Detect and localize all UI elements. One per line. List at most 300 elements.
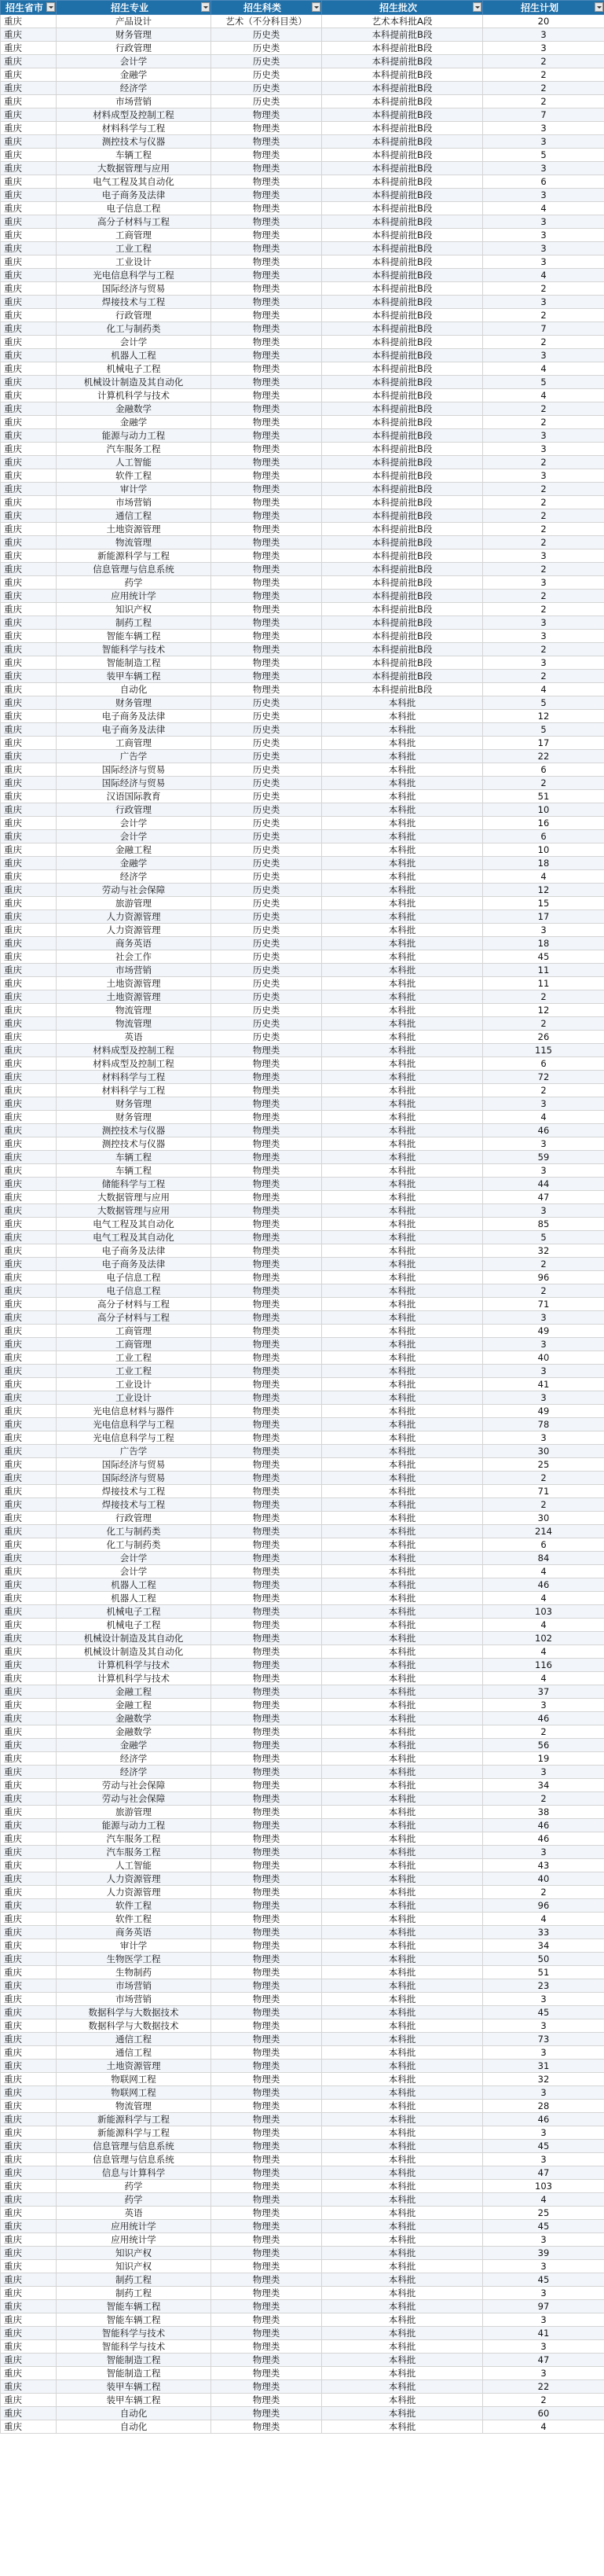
cell-batch[interactable]: 本科批 <box>322 937 483 950</box>
cell-major[interactable]: 经济学 <box>57 1752 211 1766</box>
cell-province[interactable]: 重庆 <box>1 1325 57 1338</box>
cell-province[interactable]: 重庆 <box>1 1832 57 1846</box>
table-row[interactable] <box>1 924 604 937</box>
cell-plan[interactable]: 3 <box>483 162 604 175</box>
cell-batch[interactable]: 本科批 <box>322 737 483 750</box>
cell-batch[interactable]: 本科提前批B段 <box>322 416 483 429</box>
cell-subject[interactable]: 物理类 <box>211 402 322 416</box>
cell-province[interactable]: 重庆 <box>1 28 57 42</box>
cell-plan[interactable]: 85 <box>483 1218 604 1231</box>
cell-major[interactable]: 商务英语 <box>57 1926 211 1939</box>
table-row[interactable] <box>1 964 604 977</box>
cell-subject[interactable]: 历史类 <box>211 870 322 884</box>
cell-major[interactable]: 工商管理 <box>57 737 211 750</box>
cell-major[interactable]: 能源与动力工程 <box>57 429 211 443</box>
cell-major[interactable]: 信息管理与信息系统 <box>57 563 211 576</box>
cell-province[interactable]: 重庆 <box>1 710 57 723</box>
table-row[interactable] <box>1 630 604 643</box>
cell-plan[interactable]: 32 <box>483 1244 604 1258</box>
cell-batch[interactable]: 本科提前批B段 <box>322 456 483 469</box>
cell-batch[interactable]: 本科批 <box>322 1872 483 1886</box>
cell-major[interactable]: 制药工程 <box>57 2287 211 2300</box>
cell-major[interactable]: 知识产权 <box>57 603 211 616</box>
cell-batch[interactable]: 本科批 <box>322 870 483 884</box>
cell-major[interactable]: 会计学 <box>57 1552 211 1565</box>
table-row[interactable] <box>1 1178 604 1191</box>
cell-major[interactable]: 电子信息工程 <box>57 1271 211 1284</box>
cell-plan[interactable]: 103 <box>483 1605 604 1619</box>
table-row[interactable] <box>1 603 604 616</box>
cell-major[interactable]: 土地资源管理 <box>57 523 211 536</box>
table-row[interactable] <box>1 1525 604 1538</box>
table-row[interactable] <box>1 2273 604 2287</box>
cell-subject[interactable]: 历史类 <box>211 42 322 55</box>
cell-subject[interactable]: 物理类 <box>211 1979 322 1993</box>
cell-province[interactable]: 重庆 <box>1 1672 57 1685</box>
filter-dropdown-icon[interactable] <box>312 2 320 12</box>
cell-subject[interactable]: 物理类 <box>211 2126 322 2140</box>
table-row[interactable] <box>1 2153 604 2166</box>
cell-major[interactable]: 人力资源管理 <box>57 1872 211 1886</box>
table-row[interactable] <box>1 1872 604 1886</box>
cell-plan[interactable]: 25 <box>483 2207 604 2220</box>
table-row[interactable] <box>1 1031 604 1044</box>
table-row[interactable] <box>1 2180 604 2193</box>
table-row[interactable] <box>1 977 604 990</box>
table-row[interactable] <box>1 910 604 924</box>
cell-subject[interactable]: 物理类 <box>211 2113 322 2126</box>
table-row[interactable] <box>1 309 604 322</box>
cell-batch[interactable]: 本科批 <box>322 1792 483 1806</box>
table-row[interactable] <box>1 750 604 763</box>
cell-subject[interactable]: 物理类 <box>211 255 322 269</box>
cell-major[interactable]: 人工智能 <box>57 456 211 469</box>
table-row[interactable] <box>1 389 604 402</box>
cell-major[interactable]: 汽车服务工程 <box>57 1846 211 1859</box>
table-row[interactable] <box>1 1886 604 1899</box>
cell-major[interactable]: 市场营销 <box>57 1993 211 2006</box>
cell-subject[interactable]: 物理类 <box>211 2019 322 2033</box>
cell-plan[interactable]: 2 <box>483 670 604 683</box>
cell-major[interactable]: 金融工程 <box>57 843 211 857</box>
cell-subject[interactable]: 物理类 <box>211 656 322 670</box>
cell-subject[interactable]: 物理类 <box>211 1418 322 1431</box>
cell-batch[interactable]: 本科批 <box>322 1164 483 1178</box>
cell-province[interactable]: 重庆 <box>1 1993 57 2006</box>
cell-plan[interactable]: 11 <box>483 977 604 990</box>
cell-batch[interactable]: 本科批 <box>322 1819 483 1832</box>
cell-plan[interactable]: 2 <box>483 282 604 296</box>
cell-subject[interactable]: 物理类 <box>211 2220 322 2233</box>
cell-subject[interactable]: 物理类 <box>211 376 322 389</box>
cell-subject[interactable]: 物理类 <box>211 322 322 336</box>
cell-subject[interactable]: 历史类 <box>211 803 322 817</box>
cell-batch[interactable]: 本科批 <box>322 1004 483 1017</box>
cell-batch[interactable]: 本科批 <box>322 830 483 843</box>
cell-major[interactable]: 汽车服务工程 <box>57 443 211 456</box>
cell-plan[interactable]: 20 <box>483 15 604 28</box>
cell-batch[interactable]: 本科批 <box>322 1979 483 1993</box>
cell-province[interactable]: 重庆 <box>1 723 57 737</box>
cell-subject[interactable]: 物理类 <box>211 2380 322 2394</box>
cell-major[interactable]: 财务管理 <box>57 1111 211 1124</box>
cell-major[interactable]: 英语 <box>57 1031 211 1044</box>
cell-plan[interactable]: 49 <box>483 1405 604 1418</box>
table-row[interactable] <box>1 1899 604 1913</box>
cell-province[interactable]: 重庆 <box>1 1111 57 1124</box>
cell-province[interactable]: 重庆 <box>1 362 57 376</box>
cell-major[interactable]: 应用统计学 <box>57 2220 211 2233</box>
cell-batch[interactable]: 本科批 <box>322 1485 483 1498</box>
cell-subject[interactable]: 物理类 <box>211 362 322 376</box>
cell-batch[interactable]: 本科批 <box>322 1351 483 1365</box>
table-row[interactable] <box>1 296 604 309</box>
cell-subject[interactable]: 物理类 <box>211 162 322 175</box>
table-row[interactable] <box>1 1191 604 1204</box>
cell-province[interactable]: 重庆 <box>1 68 57 82</box>
cell-subject[interactable]: 物理类 <box>211 1071 322 1084</box>
table-row[interactable] <box>1 2140 604 2153</box>
table-row[interactable] <box>1 1458 604 1472</box>
cell-subject[interactable]: 历史类 <box>211 95 322 108</box>
cell-province[interactable]: 重庆 <box>1 282 57 296</box>
cell-plan[interactable]: 2 <box>483 603 604 616</box>
cell-province[interactable]: 重庆 <box>1 1846 57 1859</box>
cell-major[interactable]: 新能源科学与工程 <box>57 549 211 563</box>
cell-major[interactable]: 经济学 <box>57 870 211 884</box>
cell-major[interactable]: 自动化 <box>57 683 211 696</box>
table-row[interactable] <box>1 897 604 910</box>
cell-plan[interactable]: 2 <box>483 2394 604 2407</box>
cell-province[interactable]: 重庆 <box>1 763 57 777</box>
cell-subject[interactable]: 物理类 <box>211 349 322 362</box>
cell-batch[interactable]: 本科批 <box>322 1325 483 1338</box>
cell-plan[interactable]: 116 <box>483 1659 604 1672</box>
cell-province[interactable]: 重庆 <box>1 269 57 282</box>
cell-province[interactable]: 重庆 <box>1 1779 57 1792</box>
cell-province[interactable]: 重庆 <box>1 296 57 309</box>
cell-province[interactable]: 重庆 <box>1 857 57 870</box>
cell-subject[interactable]: 历史类 <box>211 950 322 964</box>
cell-subject[interactable]: 物理类 <box>211 1525 322 1538</box>
cell-major[interactable]: 材料成型及控制工程 <box>57 1044 211 1057</box>
table-row[interactable] <box>1 269 604 282</box>
table-row[interactable] <box>1 710 604 723</box>
cell-plan[interactable]: 6 <box>483 175 604 189</box>
cell-province[interactable]: 重庆 <box>1 2327 57 2340</box>
cell-major[interactable]: 光电信息材料与器件 <box>57 1405 211 1418</box>
cell-plan[interactable]: 38 <box>483 1806 604 1819</box>
cell-plan[interactable]: 4 <box>483 2420 604 2434</box>
cell-subject[interactable]: 物理类 <box>211 1899 322 1913</box>
cell-province[interactable]: 重庆 <box>1 1498 57 1512</box>
cell-plan[interactable]: 33 <box>483 1926 604 1939</box>
table-row[interactable] <box>1 696 604 710</box>
cell-province[interactable]: 重庆 <box>1 1953 57 1966</box>
cell-batch[interactable]: 本科提前批B段 <box>322 135 483 149</box>
cell-subject[interactable]: 物理类 <box>211 2340 322 2354</box>
cell-plan[interactable]: 2 <box>483 336 604 349</box>
cell-subject[interactable]: 物理类 <box>211 1271 322 1284</box>
cell-subject[interactable]: 物理类 <box>211 2086 322 2100</box>
cell-province[interactable]: 重庆 <box>1 563 57 576</box>
cell-plan[interactable]: 96 <box>483 1899 604 1913</box>
cell-major[interactable]: 数据科学与大数据技术 <box>57 2006 211 2019</box>
cell-batch[interactable]: 本科批 <box>322 2420 483 2434</box>
cell-batch[interactable]: 本科批 <box>322 1084 483 1097</box>
filter-dropdown-icon[interactable] <box>201 2 210 12</box>
cell-province[interactable]: 重庆 <box>1 242 57 255</box>
cell-batch[interactable]: 本科提前批B段 <box>322 563 483 576</box>
cell-subject[interactable]: 历史类 <box>211 884 322 897</box>
cell-plan[interactable]: 49 <box>483 1325 604 1338</box>
cell-province[interactable]: 重庆 <box>1 309 57 322</box>
cell-subject[interactable]: 物理类 <box>211 1164 322 1178</box>
cell-batch[interactable]: 本科提前批B段 <box>322 229 483 242</box>
cell-subject[interactable]: 历史类 <box>211 990 322 1004</box>
cell-plan[interactable]: 31 <box>483 2060 604 2073</box>
cell-batch[interactable]: 本科批 <box>322 2060 483 2073</box>
cell-plan[interactable]: 3 <box>483 1993 604 2006</box>
cell-plan[interactable]: 26 <box>483 1031 604 1044</box>
cell-plan[interactable]: 22 <box>483 750 604 763</box>
cell-major[interactable]: 金融学 <box>57 416 211 429</box>
cell-plan[interactable]: 4 <box>483 1913 604 1926</box>
table-row[interactable] <box>1 2126 604 2140</box>
cell-major[interactable]: 工业工程 <box>57 1365 211 1378</box>
cell-plan[interactable]: 2 <box>483 309 604 322</box>
cell-major[interactable]: 工商管理 <box>57 1325 211 1338</box>
cell-subject[interactable]: 物理类 <box>211 590 322 603</box>
cell-province[interactable]: 重庆 <box>1 2006 57 2019</box>
table-row[interactable] <box>1 1271 604 1284</box>
cell-province[interactable]: 重庆 <box>1 389 57 402</box>
table-row[interactable] <box>1 55 604 68</box>
table-row[interactable] <box>1 830 604 843</box>
cell-subject[interactable]: 历史类 <box>211 790 322 803</box>
table-row[interactable] <box>1 2046 604 2060</box>
cell-batch[interactable]: 本科提前批B段 <box>322 255 483 269</box>
cell-major[interactable]: 行政管理 <box>57 803 211 817</box>
cell-subject[interactable]: 物理类 <box>211 1338 322 1351</box>
cell-subject[interactable]: 物理类 <box>211 215 322 229</box>
cell-subject[interactable]: 物理类 <box>211 1485 322 1498</box>
cell-plan[interactable]: 45 <box>483 2140 604 2153</box>
cell-plan[interactable]: 2 <box>483 1284 604 1298</box>
cell-batch[interactable]: 本科批 <box>322 924 483 937</box>
cell-batch[interactable]: 本科批 <box>322 1458 483 1472</box>
cell-plan[interactable]: 51 <box>483 1966 604 1979</box>
cell-plan[interactable]: 3 <box>483 255 604 269</box>
cell-subject[interactable]: 物理类 <box>211 616 322 630</box>
table-row[interactable] <box>1 1391 604 1405</box>
cell-plan[interactable]: 96 <box>483 1271 604 1284</box>
cell-major[interactable]: 智能车辆工程 <box>57 2300 211 2313</box>
cell-province[interactable]: 重庆 <box>1 1458 57 1472</box>
cell-plan[interactable]: 4 <box>483 202 604 215</box>
cell-subject[interactable]: 历史类 <box>211 937 322 950</box>
cell-province[interactable]: 重庆 <box>1 1124 57 1137</box>
cell-batch[interactable]: 本科提前批B段 <box>322 242 483 255</box>
cell-major[interactable]: 金融学 <box>57 857 211 870</box>
table-row[interactable] <box>1 1659 604 1672</box>
cell-major[interactable]: 电子商务及法律 <box>57 189 211 202</box>
table-row[interactable] <box>1 1725 604 1739</box>
cell-plan[interactable]: 37 <box>483 1685 604 1699</box>
cell-plan[interactable]: 3 <box>483 42 604 55</box>
cell-province[interactable]: 重庆 <box>1 2166 57 2180</box>
cell-major[interactable]: 土地资源管理 <box>57 2060 211 2073</box>
cell-plan[interactable]: 3 <box>483 1164 604 1178</box>
table-row[interactable] <box>1 509 604 523</box>
table-row[interactable] <box>1 1699 604 1712</box>
table-row[interactable] <box>1 1538 604 1552</box>
cell-batch[interactable]: 本科批 <box>322 1071 483 1084</box>
cell-major[interactable]: 机械电子工程 <box>57 362 211 376</box>
cell-province[interactable]: 重庆 <box>1 1806 57 1819</box>
cell-batch[interactable]: 本科批 <box>322 1044 483 1057</box>
table-row[interactable] <box>1 616 604 630</box>
cell-subject[interactable]: 历史类 <box>211 857 322 870</box>
table-row[interactable] <box>1 2407 604 2420</box>
table-row[interactable] <box>1 523 604 536</box>
cell-plan[interactable]: 2 <box>483 1472 604 1485</box>
cell-batch[interactable]: 本科批 <box>322 1699 483 1712</box>
cell-subject[interactable]: 历史类 <box>211 723 322 737</box>
cell-subject[interactable]: 物理类 <box>211 1124 322 1137</box>
cell-major[interactable]: 工业设计 <box>57 255 211 269</box>
cell-batch[interactable]: 本科批 <box>322 1258 483 1271</box>
cell-major[interactable]: 车辆工程 <box>57 149 211 162</box>
table-row[interactable] <box>1 723 604 737</box>
cell-subject[interactable]: 历史类 <box>211 830 322 843</box>
table-row[interactable] <box>1 1071 604 1084</box>
cell-province[interactable]: 重庆 <box>1 1766 57 1779</box>
cell-major[interactable]: 电子商务及法律 <box>57 723 211 737</box>
cell-plan[interactable]: 45 <box>483 2273 604 2287</box>
cell-batch[interactable]: 本科批 <box>322 2006 483 2019</box>
cell-plan[interactable]: 3 <box>483 1204 604 1218</box>
cell-major[interactable]: 土地资源管理 <box>57 977 211 990</box>
cell-major[interactable]: 工商管理 <box>57 1338 211 1351</box>
cell-batch[interactable]: 本科提前批B段 <box>322 656 483 670</box>
table-row[interactable] <box>1 2354 604 2367</box>
cell-plan[interactable]: 46 <box>483 1712 604 1725</box>
cell-plan[interactable]: 2 <box>483 68 604 82</box>
cell-major[interactable]: 焊接技术与工程 <box>57 1498 211 1512</box>
cell-major[interactable]: 通信工程 <box>57 2046 211 2060</box>
cell-subject[interactable]: 物理类 <box>211 2180 322 2193</box>
cell-plan[interactable]: 50 <box>483 1953 604 1966</box>
cell-province[interactable]: 重庆 <box>1 737 57 750</box>
cell-province[interactable]: 重庆 <box>1 483 57 496</box>
cell-subject[interactable]: 物理类 <box>211 1391 322 1405</box>
table-row[interactable] <box>1 2287 604 2300</box>
cell-province[interactable]: 重庆 <box>1 2260 57 2273</box>
cell-major[interactable]: 工业工程 <box>57 1351 211 1365</box>
cell-major[interactable]: 软件工程 <box>57 1899 211 1913</box>
cell-batch[interactable]: 本科批 <box>322 1913 483 1926</box>
cell-province[interactable]: 重庆 <box>1 1538 57 1552</box>
cell-subject[interactable]: 历史类 <box>211 28 322 42</box>
cell-batch[interactable]: 本科提前批B段 <box>322 523 483 536</box>
table-row[interactable] <box>1 322 604 336</box>
cell-province[interactable]: 重庆 <box>1 2287 57 2300</box>
cell-major[interactable]: 材料科学与工程 <box>57 122 211 135</box>
cell-major[interactable]: 市场营销 <box>57 1979 211 1993</box>
cell-plan[interactable]: 3 <box>483 215 604 229</box>
table-row[interactable] <box>1 1405 604 1418</box>
cell-subject[interactable]: 物理类 <box>211 1351 322 1365</box>
cell-major[interactable]: 车辆工程 <box>57 1151 211 1164</box>
cell-plan[interactable]: 2 <box>483 990 604 1004</box>
cell-province[interactable]: 重庆 <box>1 549 57 563</box>
cell-major[interactable]: 会计学 <box>57 1565 211 1578</box>
cell-plan[interactable]: 102 <box>483 1632 604 1645</box>
cell-subject[interactable]: 物理类 <box>211 1044 322 1057</box>
cell-batch[interactable]: 本科批 <box>322 1725 483 1739</box>
cell-province[interactable]: 重庆 <box>1 255 57 269</box>
cell-plan[interactable]: 2 <box>483 563 604 576</box>
table-row[interactable] <box>1 2006 604 2019</box>
cell-major[interactable]: 电气工程及其自动化 <box>57 175 211 189</box>
table-row[interactable] <box>1 1004 604 1017</box>
table-row[interactable] <box>1 2086 604 2100</box>
cell-batch[interactable]: 本科提前批B段 <box>322 683 483 696</box>
cell-batch[interactable]: 本科批 <box>322 1057 483 1071</box>
cell-subject[interactable]: 历史类 <box>211 817 322 830</box>
table-row[interactable] <box>1 2019 604 2033</box>
cell-subject[interactable]: 物理类 <box>211 523 322 536</box>
cell-province[interactable]: 重庆 <box>1 630 57 643</box>
cell-batch[interactable]: 本科批 <box>322 1378 483 1391</box>
cell-subject[interactable]: 物理类 <box>211 1365 322 1378</box>
cell-plan[interactable]: 12 <box>483 884 604 897</box>
cell-major[interactable]: 信息管理与信息系统 <box>57 2153 211 2166</box>
cell-batch[interactable]: 本科批 <box>322 2086 483 2100</box>
cell-major[interactable]: 审计学 <box>57 1939 211 1953</box>
cell-province[interactable]: 重庆 <box>1 1365 57 1378</box>
cell-batch[interactable]: 本科批 <box>322 1445 483 1458</box>
table-row[interactable] <box>1 1084 604 1097</box>
cell-plan[interactable]: 7 <box>483 322 604 336</box>
cell-plan[interactable]: 2 <box>483 523 604 536</box>
cell-province[interactable]: 重庆 <box>1 950 57 964</box>
cell-subject[interactable]: 物理类 <box>211 1325 322 1338</box>
cell-plan[interactable]: 71 <box>483 1485 604 1498</box>
cell-subject[interactable]: 物理类 <box>211 1298 322 1311</box>
cell-batch[interactable]: 本科批 <box>322 2260 483 2273</box>
table-row[interactable] <box>1 416 604 429</box>
table-row[interactable] <box>1 1672 604 1685</box>
cell-batch[interactable]: 本科批 <box>322 723 483 737</box>
cell-plan[interactable]: 103 <box>483 2180 604 2193</box>
cell-major[interactable]: 金融工程 <box>57 1699 211 1712</box>
cell-batch[interactable]: 本科批 <box>322 1578 483 1592</box>
cell-batch[interactable]: 本科批 <box>322 2113 483 2126</box>
cell-province[interactable]: 重庆 <box>1 1712 57 1725</box>
cell-batch[interactable]: 本科批 <box>322 777 483 790</box>
table-row[interactable] <box>1 656 604 670</box>
cell-province[interactable]: 重庆 <box>1 1178 57 1191</box>
cell-subject[interactable]: 物理类 <box>211 1872 322 1886</box>
cell-subject[interactable]: 历史类 <box>211 55 322 68</box>
cell-batch[interactable]: 本科批 <box>322 1151 483 1164</box>
cell-plan[interactable]: 41 <box>483 1378 604 1391</box>
cell-major[interactable]: 国际经济与贸易 <box>57 763 211 777</box>
cell-province[interactable]: 重庆 <box>1 2300 57 2313</box>
cell-province[interactable]: 重庆 <box>1 1685 57 1699</box>
